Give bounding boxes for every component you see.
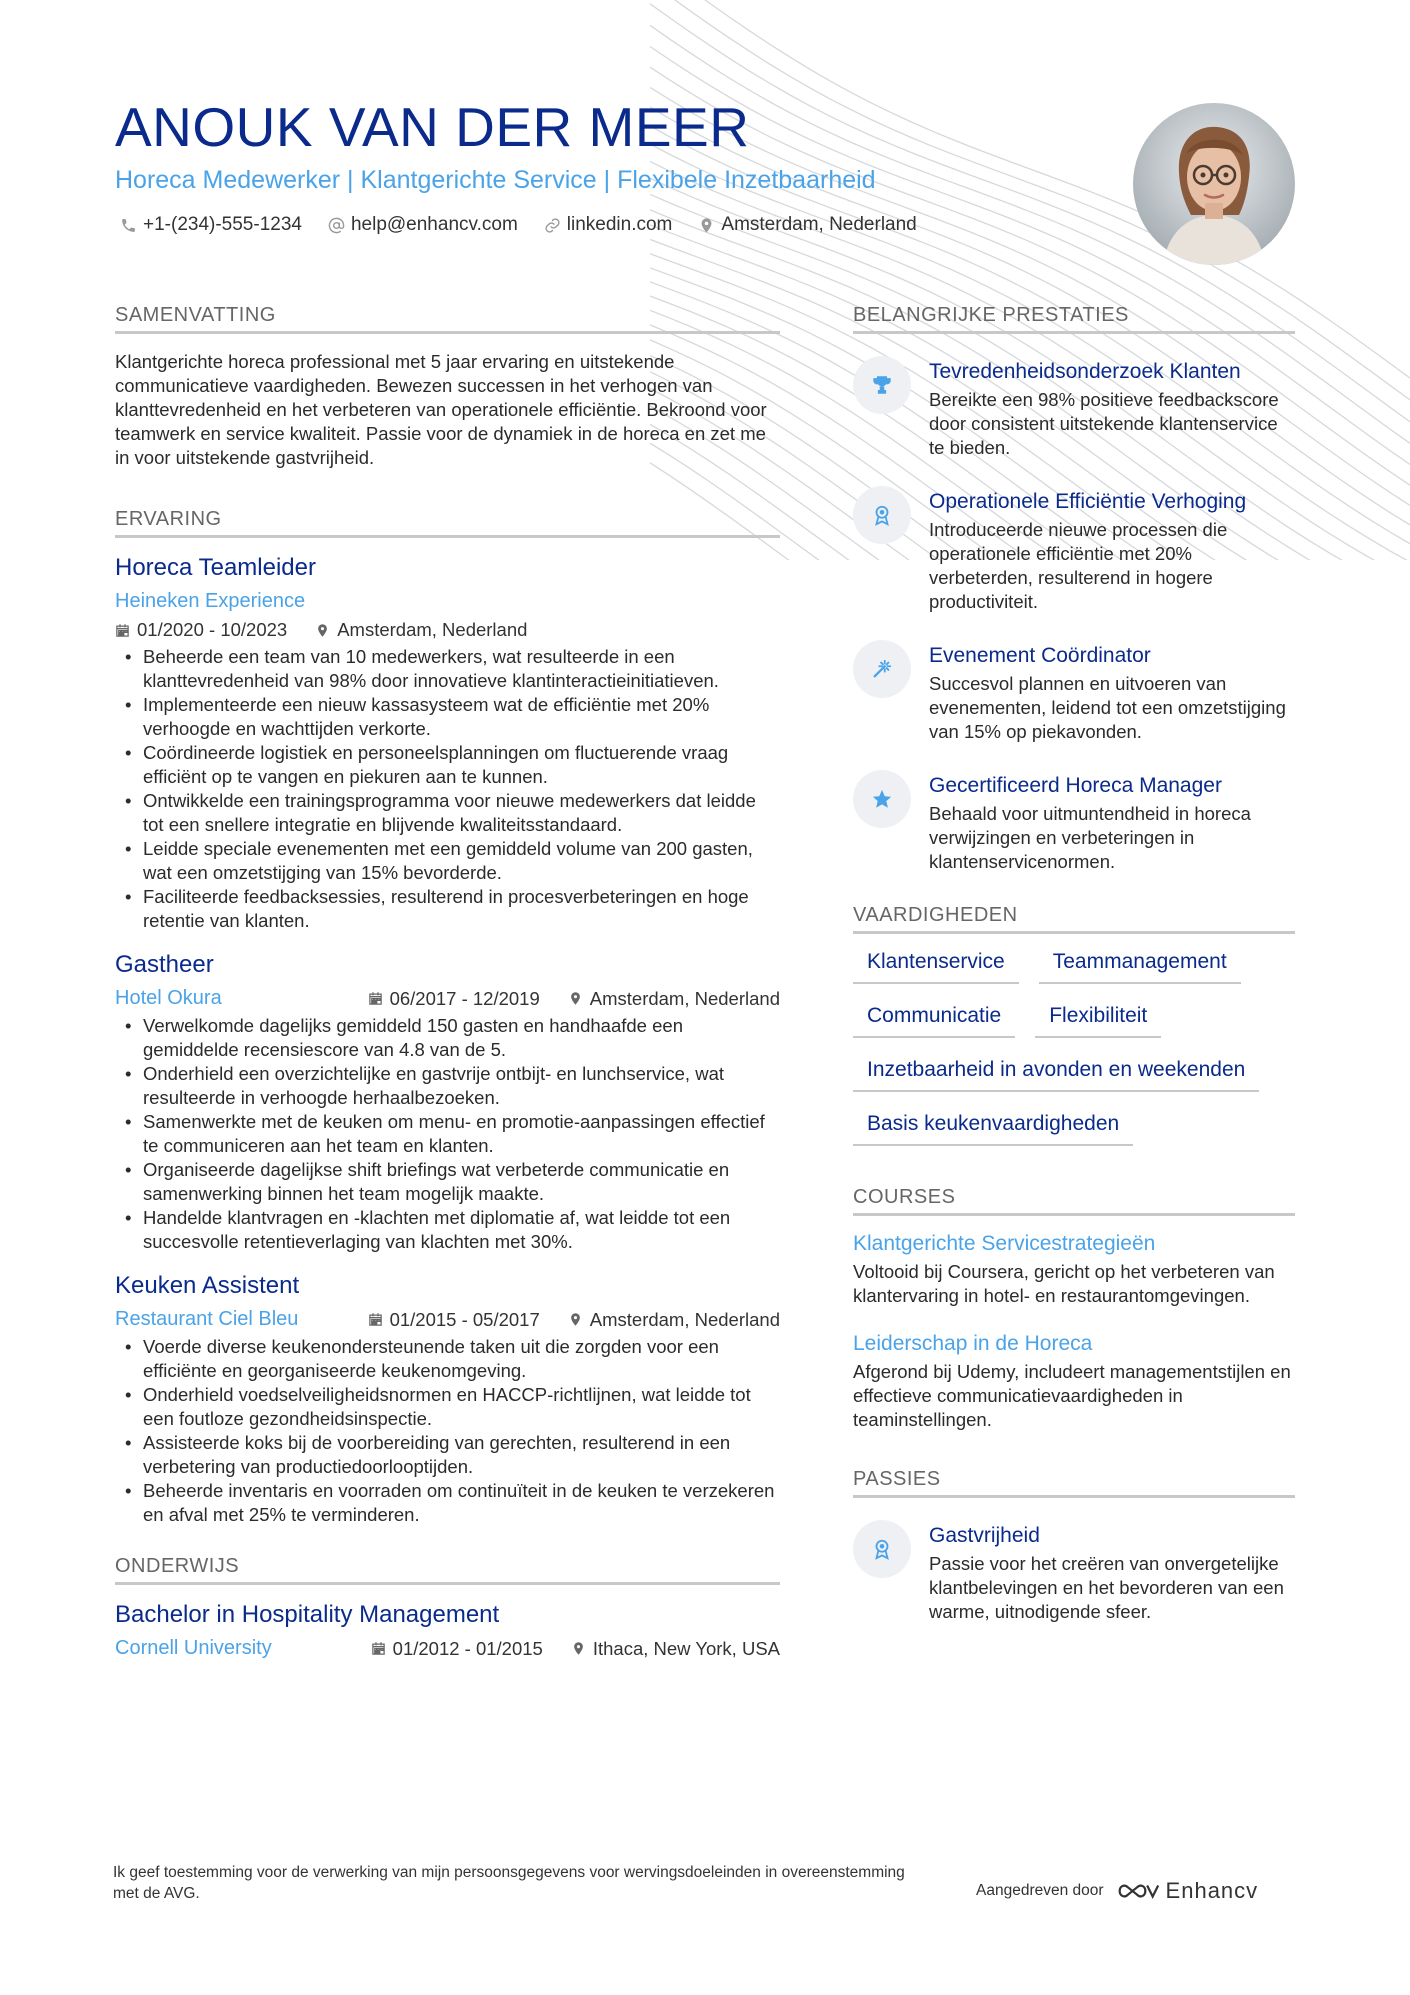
skill-tag: Teammanagement (1039, 950, 1241, 984)
achievement-text: Introduceerde nieuwe processen die operationele efficiëntie met 20% verbeterden, resulterend in hogere productiviteit. (929, 519, 1228, 612)
school-row (115, 1637, 780, 1660)
section-title-summary: SAMENVATTING (115, 304, 780, 334)
education-dates (371, 1638, 543, 1660)
calendar-icon (368, 1312, 383, 1327)
list-item: • Onderhield een overzichtelijke en gastvrije ontbijt- en lunchservice, wat resulteerde in verhoogde herhaalbezoeken. (115, 1062, 780, 1110)
summary-section (115, 304, 780, 470)
award-icon (853, 1520, 911, 1578)
enhancv-logo[interactable] (1116, 1878, 1259, 1904)
consent-text: Ik geef toestemming voor de verwerking van mijn persoonsgegevens voor wervingsdoeleinden in overeenstemming met de AVG. (113, 1864, 905, 1902)
contact-bar (120, 214, 917, 236)
job-location-text: Amsterdam, Nederland (337, 619, 528, 640)
avatar (1133, 103, 1295, 265)
headline: Horeca Medewerker | Klantgerichte Service | Flexibele Inzetbaarheid (115, 166, 876, 194)
list-item: • Assisteerde koks bij de voorbereiding van gerechten, resulterend in een verbetering van productiedoorlooptijden. (115, 1431, 780, 1479)
section-title-experience: ERVARING (115, 508, 780, 538)
passion-text: Passie voor het creëren van onvergetelijke klantbelevingen en het bevorderen van een warme, uitnodigende sfeer. (929, 1553, 1284, 1622)
job-title: Gastheer (115, 951, 214, 978)
course-text: Voltooid bij Coursera, gericht op het verbeteren van klantervaring in hotel- en restaurantomgevingen. (853, 1261, 1275, 1306)
contact-phone (120, 214, 302, 236)
job-dates-text: 06/2017 - 12/2019 (389, 987, 540, 1009)
list-item: • Handelde klantvragen en -klachten met diplomatie af, wat leidde tot een succesvolle retentieverlaging van klachten met 30%. (115, 1206, 780, 1254)
list-item: • Verwelkomde dagelijks gemiddeld 150 gasten en handhaafde een gemiddelde recensiescore van 4.8 van de 5. (115, 1014, 780, 1062)
job-location (315, 619, 527, 641)
achievement-text: Bereikte een 98% positieve feedbackscore door consistent uitstekende klantenservice te bieden. (929, 389, 1279, 458)
summary-text: Klantgerichte horeca professional met 5 jaar ervaring en uitstekende communicatieve vaardigheden. Bewezen successen in het verhogen van klanttevredenheid en het verbeteren van operationele efficiëntie. Bekroond voor teamwerk en service kwaliteit. Passie voor de dynamiek in de horeca en zet me in voor uitstekende gastvrijheid. (115, 351, 767, 468)
job-meta (368, 988, 780, 1010)
skills-list (853, 950, 1295, 1146)
job-dates (115, 619, 287, 641)
skills-section (853, 904, 1295, 1146)
job-entry (115, 951, 780, 1254)
company-row (115, 1308, 780, 1331)
achievement-text: Succesvol plannen en uitvoeren van evenementen, leidend tot een omzetstijging van 15% op piekavonden. (929, 673, 1286, 742)
job-location-text: Amsterdam, Nederland (589, 1308, 780, 1330)
enhancv-logo-icon (1116, 1880, 1160, 1902)
list-item: • Beheerde inventaris en voorraden om continuïteit in de keuken te verzekeren en afval met 25% te verminderen. (115, 1479, 780, 1527)
section-title-skills: VAARDIGHEDEN (853, 904, 1295, 934)
company-name: Restaurant Ciel Bleu (115, 1308, 299, 1330)
linkedin-text[interactable]: linkedin.com (566, 214, 673, 235)
course-title: Klantgerichte Servicestrategieën (853, 1232, 1156, 1255)
job-bullets (115, 1335, 780, 1527)
contact-email (328, 214, 518, 236)
achievements-section (853, 304, 1295, 874)
location-pin-icon (568, 991, 583, 1006)
star-icon (853, 770, 911, 828)
achievement-title: Gecertificeerd Horeca Manager (929, 774, 1222, 797)
location-pin-icon (315, 623, 330, 638)
course-title: Leiderschap in de Horeca (853, 1332, 1093, 1355)
passion-item (853, 1524, 1295, 1624)
calendar-icon (115, 623, 130, 638)
achievement-text: Behaald voor uitmuntendheid in horeca verwijzingen en verbeteringen in klantenservicenormen. (929, 803, 1251, 872)
list-item: • Coördineerde logistiek en personeelsplanningen om fluctuerende vraag efficiënt op te vangen en piekuren aan te kunnen. (115, 741, 780, 789)
passions-section (853, 1468, 1295, 1624)
education-section (115, 1555, 780, 1660)
company-row (115, 590, 780, 613)
location-pin-icon (698, 217, 715, 234)
skill-tag: Basis keukenvaardigheden (853, 1112, 1133, 1146)
list-item: • Ontwikkelde een trainingsprogramma voor nieuwe medewerkers dat leidde tot een snellere integratie en blijvende kwaliteitsstandaard. (115, 789, 780, 837)
course-item (853, 1332, 1295, 1432)
job-entry (115, 1272, 780, 1527)
course-item (853, 1232, 1295, 1308)
job-location-text: Amsterdam, Nederland (589, 987, 780, 1009)
job-meta (368, 1309, 780, 1331)
candidate-name: ANOUK VAN DER MEER (115, 96, 750, 158)
list-item: • Leidde speciale evenementen met een gemiddeld volume van 200 gasten, wat een omzetstijging van 15% bevorderde. (115, 837, 780, 885)
at-icon (328, 217, 345, 234)
job-bullets (115, 1014, 780, 1254)
contact-location (698, 214, 916, 236)
education-dates-text: 01/2012 - 01/2015 (392, 1637, 543, 1659)
achievement-item (853, 774, 1295, 874)
job-meta (115, 619, 780, 641)
location-pin-icon (568, 1312, 583, 1327)
location-pin-icon (571, 1641, 586, 1656)
enhancv-brand: Enhancv (1165, 1878, 1259, 1903)
achievement-item (853, 490, 1295, 614)
job-dates (368, 988, 540, 1010)
achievement-item (853, 360, 1295, 460)
magic-wand-icon (853, 640, 911, 698)
job-dates (368, 1309, 540, 1331)
job-title: Keuken Assistent (115, 1272, 300, 1299)
achievement-item (853, 644, 1295, 744)
passion-title: Gastvrijheid (929, 1524, 1040, 1547)
skill-tag: Inzetbaarheid in avonden en weekenden (853, 1058, 1259, 1092)
phone-icon (120, 217, 137, 234)
achievement-title: Operationele Efficiëntie Verhoging (929, 490, 1247, 513)
education-meta (371, 1638, 780, 1660)
section-title-courses: COURSES (853, 1186, 1295, 1216)
education-location (571, 1638, 780, 1660)
list-item: • Samenwerkte met de keuken om menu- en promotie-aanpassingen effectief te communiceren aan het team en klanten. (115, 1110, 780, 1158)
email-text[interactable]: help@enhancv.com (350, 214, 518, 235)
company-name: Hotel Okura (115, 987, 222, 1009)
list-item: • Voerde diverse keukenondersteunende taken uit die zorgden voor een efficiënte en georganiseerde keukenomgeving. (115, 1335, 780, 1383)
section-title-achievements: BELANGRIJKE PRESTATIES (853, 304, 1295, 334)
list-item: • Organiseerde dagelijkse shift briefings wat verbeterde communicatie en samenwerking binnen het team mogelijk maakte. (115, 1158, 780, 1206)
list-item: • Faciliteerde feedbacksessies, resulterend in procesverbeteringen en hoge retentie van klanten. (115, 885, 780, 933)
job-entry (115, 554, 780, 933)
job-dates-text: 01/2020 - 10/2023 (137, 619, 288, 640)
right-column (853, 304, 1295, 1654)
school-name: Cornell University (115, 1637, 272, 1659)
location-text: Amsterdam, Nederland (721, 214, 917, 235)
list-item: • Beheerde een team van 10 medewerkers, wat resulteerde in een klanttevredenheid van 98% door innovatieve klantinteractieinitiatieven. (115, 645, 780, 693)
link-icon (544, 217, 561, 234)
skill-tag: Flexibiliteit (1035, 1004, 1161, 1038)
courses-section (853, 1186, 1295, 1432)
achievement-title: Tevredenheidsonderzoek Klanten (929, 360, 1241, 383)
section-title-education: ONDERWIJS (115, 1555, 780, 1585)
award-icon (853, 486, 911, 544)
job-title: Horeca Teamleider (115, 554, 316, 581)
company-row (115, 987, 780, 1010)
phone-text[interactable]: +1-(234)-555-1234 (143, 214, 302, 235)
skill-tag: Klantenservice (853, 950, 1019, 984)
calendar-icon (371, 1641, 386, 1656)
list-item: • Implementeerde een nieuw kassasysteem wat de efficiëntie met 20% verhoogde en wachttijden verkorte. (115, 693, 780, 741)
skill-tag: Communicatie (853, 1004, 1015, 1038)
job-dates-text: 01/2015 - 05/2017 (389, 1308, 540, 1330)
section-title-passions: PASSIES (853, 1468, 1295, 1498)
company-name: Heineken Experience (115, 590, 306, 612)
trophy-icon (853, 356, 911, 414)
profile-photo (1133, 103, 1295, 265)
powered-by-label: Aangedreven door (976, 1882, 1104, 1899)
left-column (115, 304, 780, 1660)
job-location (568, 1309, 780, 1331)
course-text: Afgerond bij Udemy, includeert managementstijlen en effectieve communicatievaardigheden in teaminstellingen. (853, 1361, 1291, 1430)
list-item: • Onderhield voedselveiligheidsnormen en HACCP-richtlijnen, wat leidde tot een foutloze gezondheidsinspectie. (115, 1383, 780, 1431)
achievement-title: Evenement Coördinator (929, 644, 1151, 667)
education-location-text: Ithaca, New York, USA (592, 1637, 780, 1659)
job-bullets (115, 645, 780, 933)
experience-section (115, 508, 780, 1527)
degree-title: Bachelor in Hospitality Management (115, 1601, 500, 1628)
calendar-icon (368, 991, 383, 1006)
contact-linkedin (544, 214, 673, 236)
powered-by (976, 1878, 1258, 1904)
job-location (568, 988, 780, 1010)
